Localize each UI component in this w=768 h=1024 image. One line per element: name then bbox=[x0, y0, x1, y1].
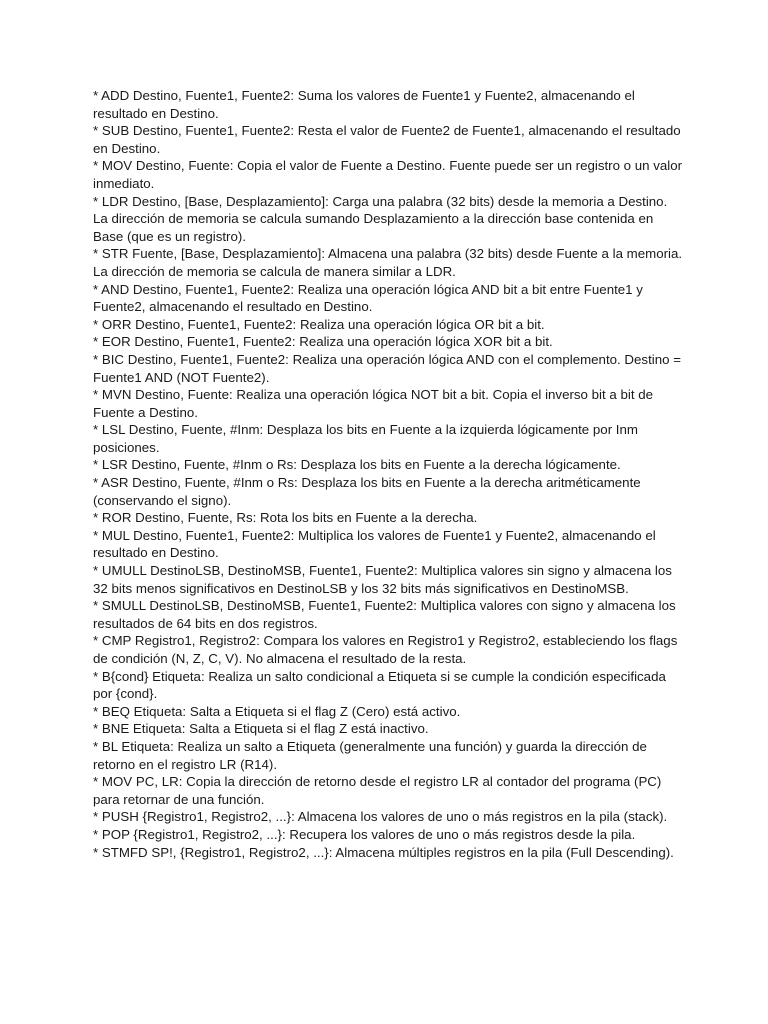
entry-and: * AND Destino, Fuente1, Fuente2: Realiza una operación lógica AND bit a bit entre Fuente1 y Fuente2, almacenando el resultado en Destino. bbox=[93, 281, 643, 315]
entry-bne: * BNE Etiqueta: Salta a Etiqueta si el flag Z está inactivo. bbox=[93, 721, 429, 737]
entry-mov: * MOV Destino, Fuente: Copia el valor de Fuente a Destino. Fuente puede ser un registro o un valor inmediato. bbox=[93, 158, 683, 191]
entry-smull: * SMULL DestinoLSB, DestinoMSB, Fuente1, Fuente2: Multiplica valores con signo y almacena los resultados de 64 bits en dos registros. bbox=[93, 598, 676, 631]
entry-eor: * EOR Destino, Fuente1, Fuente2: Realiza una operación lógica XOR bit a bit. bbox=[93, 334, 553, 350]
entry-add: * ADD Destino, Fuente1, Fuente2: Suma los valores de Fuente1 y Fuente2, almacenando el resultado en Destino. bbox=[93, 88, 635, 121]
entry-lsr: * LSR Destino, Fuente, #Inm o Rs: Desplaza los bits en Fuente a la derecha lógicamente. bbox=[93, 457, 621, 473]
entry-mov-pc-lr: * MOV PC, LR: Copia la dirección de retorno desde el registro LR al contador del programa (PC) para retornar de una función. bbox=[93, 774, 662, 807]
entry-mul: * MUL Destino, Fuente1, Fuente2: Multiplica los valores de Fuente1 y Fuente2, almacenando el resultado en Destino. bbox=[93, 527, 656, 561]
entry-ldr: * LDR Destino, [Base, Desplazamiento]: Carga una palabra (32 bits) desde la memoria a Destino. La dirección de memoria se calcula sumando Desplazamiento a la dirección base contenida en Base (que es un registro). bbox=[93, 193, 668, 244]
entry-beq: * BEQ Etiqueta: Salta a Etiqueta si el flag Z (Cero) está activo. bbox=[93, 703, 461, 719]
document-page bbox=[93, 87, 683, 861]
entry-bcond: * B{cond} Etiqueta: Realiza un salto condicional a Etiqueta si se cumple la condición especificada por {cond}. bbox=[93, 668, 666, 702]
entry-str: * STR Fuente, [Base, Desplazamiento]: Almacena una palabra (32 bits) desde Fuente a la memoria. La dirección de memoria se calcula de manera similar a LDR. bbox=[93, 246, 683, 279]
entry-ror: * ROR Destino, Fuente, Rs: Rota los bits en Fuente a la derecha. bbox=[93, 510, 478, 526]
entry-pop: * POP {Registro1, Registro2, ...}: Recupera los valores de uno o más registros desde la pila. bbox=[93, 826, 636, 842]
entry-push: * PUSH {Registro1, Registro2, ...}: Almacena los valores de uno o más registros en la pila (stack). bbox=[93, 809, 668, 825]
entry-bic: * BIC Destino, Fuente1, Fuente2: Realiza una operación lógica AND con el complemento. Destino = Fuente1 AND (NOT Fuente2). bbox=[93, 351, 681, 385]
entry-cmp: * CMP Registro1, Registro2: Compara los valores en Registro1 y Registro2, estableciendo los flags de condición (N, Z, C, V). No almacena el resultado de la resta. bbox=[93, 633, 678, 666]
entry-asr: * ASR Destino, Fuente, #Inm o Rs: Desplaza los bits en Fuente a la derecha aritméticamente (conservando el signo). bbox=[93, 475, 641, 508]
entry-stmfd: * STMFD SP!, {Registro1, Registro2, ...}: Almacena múltiples registros en la pila (Full Descending). bbox=[93, 844, 674, 860]
entry-orr: * ORR Destino, Fuente1, Fuente2: Realiza una operación lógica OR bit a bit. bbox=[93, 316, 545, 332]
entry-mvn: * MVN Destino, Fuente: Realiza una operación lógica NOT bit a bit. Copia el inverso bit a bit de Fuente a Destino. bbox=[93, 387, 653, 420]
entry-umull: * UMULL DestinoLSB, DestinoMSB, Fuente1, Fuente2: Multiplica valores sin signo y almacena los 32 bits menos significativos en DestinoLSB y los 32 bits más significativos en DestinoMSB. bbox=[93, 563, 672, 596]
entry-bl: * BL Etiqueta: Realiza un salto a Etiqueta (generalmente una función) y guarda la dirección de retorno en el registro LR (R14). bbox=[93, 738, 647, 772]
entry-sub: * SUB Destino, Fuente1, Fuente2: Resta el valor de Fuente2 de Fuente1, almacenando el resultado en Destino. bbox=[93, 123, 681, 156]
entry-lsl: * LSL Destino, Fuente, #Inm: Desplaza los bits en Fuente a la izquierda lógicamente por Inm posiciones. bbox=[93, 422, 638, 455]
